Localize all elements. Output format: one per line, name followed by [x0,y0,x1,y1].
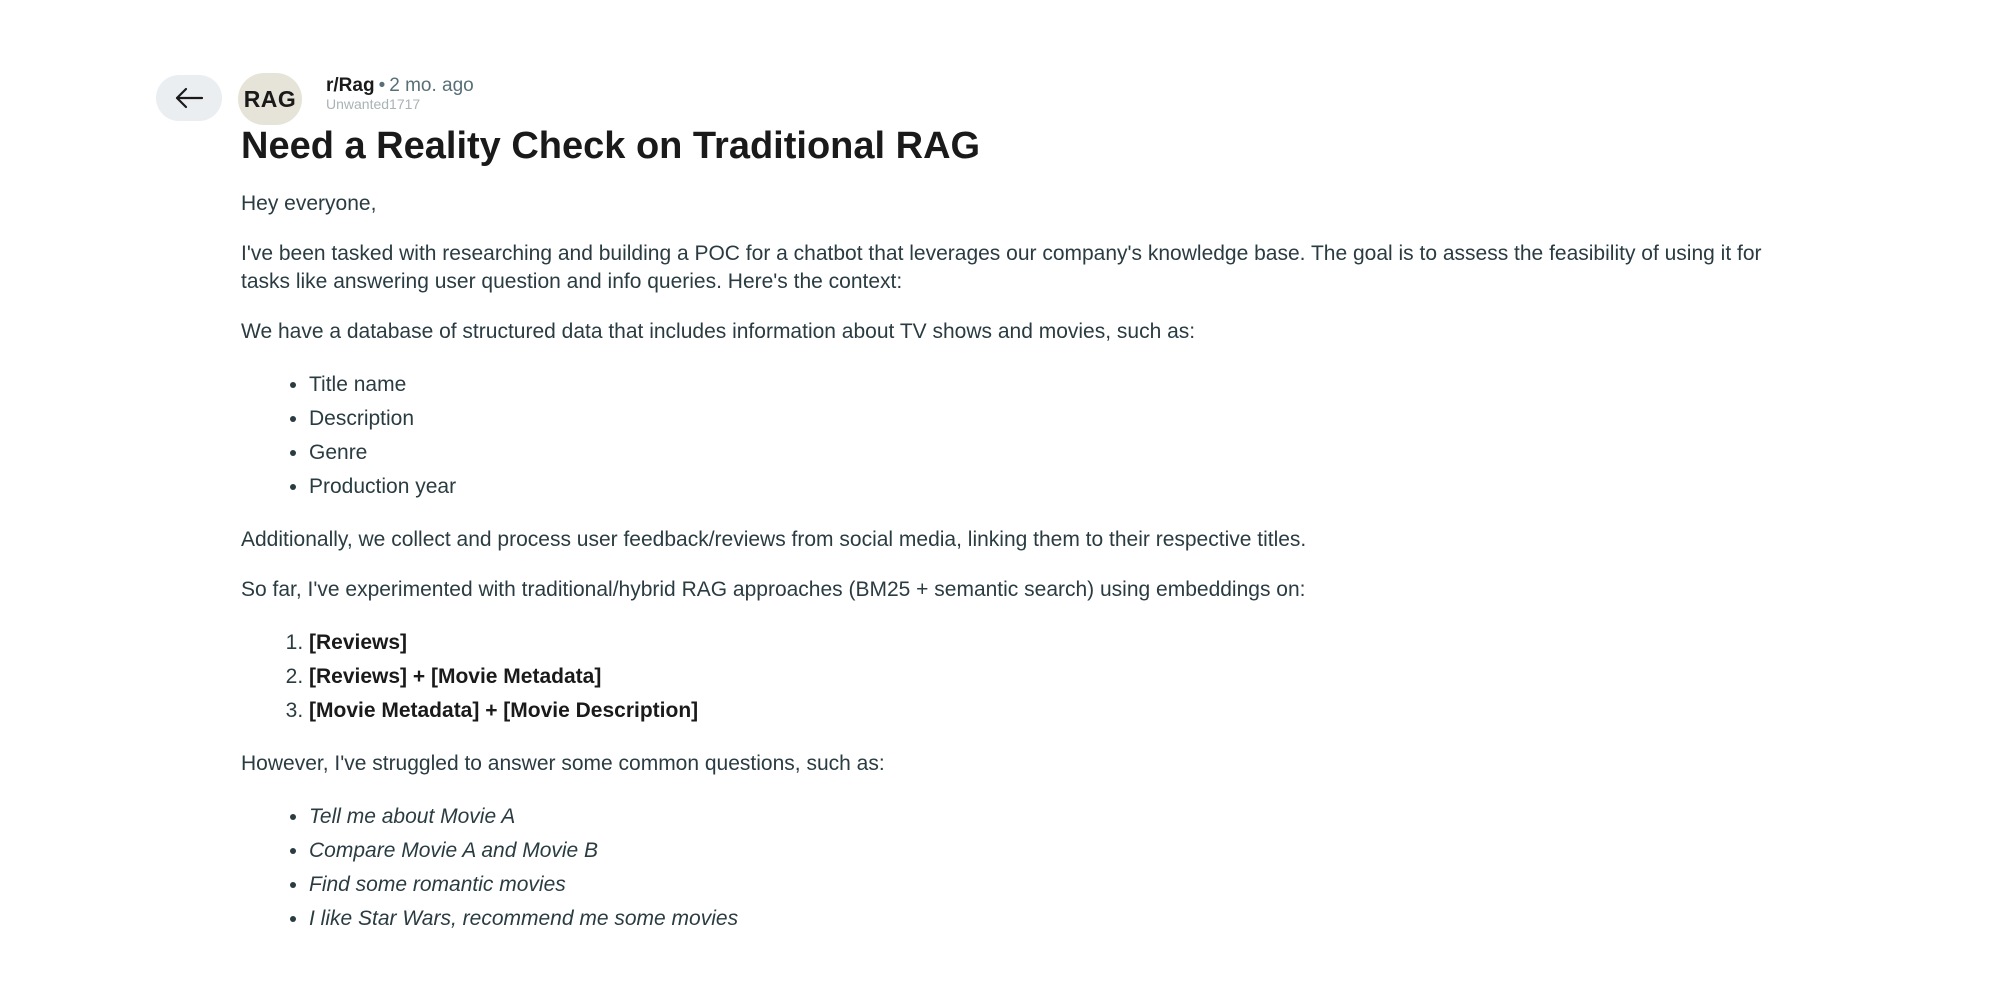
post-time: 2 mo. ago [389,75,474,96]
list-item: • Title name [309,368,1801,402]
questions-list [241,800,1801,936]
list-item: 1. [Reviews] [309,626,1801,660]
list-item: • Genre [309,436,1801,470]
list-item: • Tell me about Movie A [309,800,1801,834]
list-item: • Description [309,402,1801,436]
author-link[interactable]: Unwanted1717 [326,96,421,112]
subreddit-link[interactable]: r/Rag [326,75,375,96]
struggle-paragraph: However, I've struggled to answer some common questions, such as: [241,752,885,775]
intro-paragraph: I've been tasked with researching and building a POC for a chatbot that leverages our company's knowledge base. The goal is to assess the feasibility of using it for tasks like answering user question and info queries. Here's the context: [241,242,1762,293]
fields-list [241,368,1801,504]
subreddit-avatar[interactable]: RAG [238,73,302,125]
list-item: • Find some romantic movies [309,868,1801,902]
list-item: • Compare Movie A and Movie B [309,834,1801,868]
feedback-paragraph: Additionally, we collect and process user feedback/reviews from social media, linking them to their respective titles. [241,528,1307,551]
greeting-paragraph: Hey everyone, [241,192,377,215]
post-body [241,190,1801,958]
experiments-list [241,626,1801,728]
post-meta [326,74,474,112]
list-item: 3. [Movie Metadata] + [Movie Description] [309,694,1801,728]
experiments-paragraph: So far, I've experimented with traditional/hybrid RAG approaches (BM25 + semantic search) using embeddings on: [241,578,1306,601]
arrow-left-icon [174,87,204,109]
list-item: • I like Star Wars, recommend me some movies [309,902,1801,936]
list-item: 2. [Reviews] + [Movie Metadata] [309,660,1801,694]
meta-separator: • [378,75,386,96]
list-item: • Production year [309,470,1801,504]
post-title: Need a Reality Check on Traditional RAG [241,125,981,167]
database-paragraph: We have a database of structured data that includes information about TV shows and movies, such as: [241,320,1196,343]
back-button[interactable] [156,75,222,121]
